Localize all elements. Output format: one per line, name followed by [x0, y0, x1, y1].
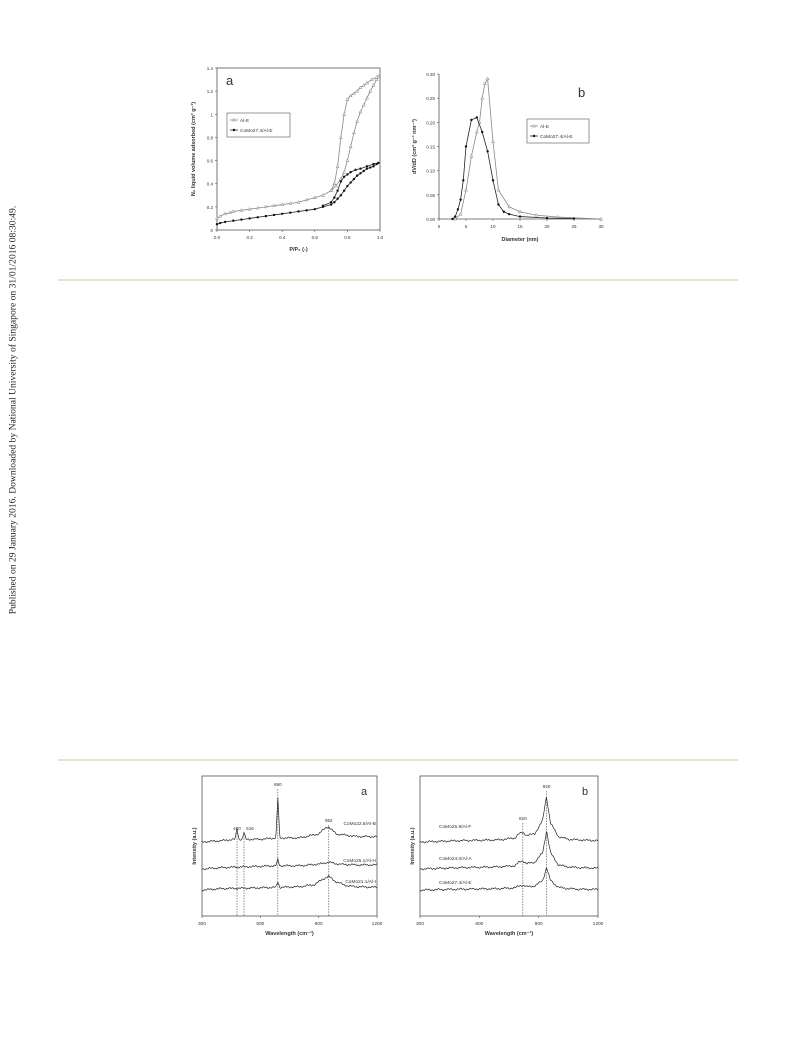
x-tick-label: 0.2	[246, 235, 253, 240]
y-axis-label: Intensity (a.u.)	[192, 827, 198, 865]
data-point-al-e	[346, 159, 349, 162]
data-point-como27-4-al-e	[476, 116, 478, 118]
series-line-al-e	[217, 76, 378, 218]
legend-label: CoMo27.4/Al-E	[240, 129, 273, 134]
data-point-como27-4-al-e	[457, 208, 459, 210]
trace-label: CoMo25.9/Al-F	[439, 825, 472, 830]
data-point-como27-4-al-e	[356, 174, 358, 176]
plot-frame	[420, 776, 598, 916]
data-point-al-e	[343, 171, 346, 174]
y-axis-label: Intensity (a.u.)	[410, 827, 416, 865]
data-point-como27-4-al-e	[359, 167, 361, 169]
data-point-como27-4-al-e	[359, 172, 361, 174]
x-axis-label: Diameter (nm)	[501, 237, 539, 243]
data-point-como27-4-al-e	[322, 205, 324, 207]
y-tick-label: 0.8	[206, 135, 213, 141]
data-point-al-e	[336, 165, 339, 168]
y-tick-label: 0	[210, 228, 213, 233]
x-axis-label: Wavelength (cm⁻¹)	[265, 931, 314, 937]
x-tick-label: 15	[517, 224, 523, 229]
data-point-como27-4-al-e	[248, 217, 250, 219]
y-tick-label: 0.20	[426, 120, 435, 126]
data-point-como27-4-al-e	[349, 171, 351, 173]
data-point-como27-4-al-e	[330, 201, 332, 203]
legend-label: Al-E	[540, 125, 550, 130]
data-point-como27-4-al-e	[305, 209, 307, 211]
x-tick-label: 0.8	[344, 235, 351, 240]
plot-frame	[202, 776, 377, 916]
data-point-como27-4-al-e	[377, 162, 379, 164]
peak-label: 940	[542, 784, 551, 789]
panel-letter: b	[578, 85, 586, 100]
data-point-al-e	[352, 131, 355, 134]
data-point-como27-4-al-e	[546, 217, 548, 219]
data-point-como27-4-al-e	[273, 214, 275, 216]
panel-letter: a	[361, 786, 368, 798]
legend-marker-como	[233, 129, 235, 131]
divider-rule-top	[58, 279, 738, 281]
peak-label: 820	[519, 816, 527, 821]
x-tick-label: 10	[490, 224, 496, 229]
peak-label: 690	[273, 782, 282, 787]
data-point-al-e	[492, 140, 495, 143]
data-point-como27-4-al-e	[372, 163, 374, 165]
x-tick-label: 0	[437, 224, 441, 229]
raman-trace	[420, 797, 598, 842]
data-point-como27-4-al-e	[353, 178, 355, 180]
data-point-como27-4-al-e	[492, 179, 494, 181]
x-tick-label: 5	[464, 224, 468, 229]
y-tick-label: 1.4	[206, 66, 213, 71]
x-tick-label: 300	[197, 922, 207, 927]
data-point-como27-4-al-e	[497, 203, 499, 205]
data-point-como27-4-al-e	[330, 203, 332, 205]
x-tick-label: 1200	[592, 922, 604, 927]
y-tick-label: 1	[210, 112, 213, 118]
data-point-como27-4-al-e	[232, 220, 234, 222]
figure-top-panel-b	[408, 68, 608, 253]
y-tick-label: 0.15	[426, 144, 435, 150]
trace-label: CoMo24.0/Al-A	[439, 857, 472, 862]
y-tick-label: 1.2	[206, 89, 213, 95]
y-tick-label: 0.30	[426, 72, 435, 77]
legend-label: CoMo27.4/Al-E	[540, 135, 573, 140]
y-tick-label: 0.2	[206, 204, 213, 210]
data-point-al-e	[362, 103, 365, 106]
raman-trace	[420, 832, 598, 870]
figure-bottom-panel-a	[190, 773, 390, 938]
data-point-como27-4-al-e	[343, 176, 345, 178]
x-tick-label: 900	[534, 922, 543, 927]
data-point-como27-4-al-e	[369, 166, 371, 168]
data-point-al-e	[465, 188, 468, 191]
x-tick-label: 600	[475, 922, 484, 927]
data-point-como27-4-al-e	[486, 150, 488, 152]
data-point-como27-4-al-e	[459, 198, 461, 200]
series-line-como27-4-al-e	[217, 163, 378, 224]
data-point-al-e	[359, 110, 362, 113]
figure-top-panel-a	[185, 62, 390, 260]
data-point-al-e	[459, 213, 462, 216]
raman-trace	[420, 868, 598, 891]
x-tick-label: 600	[256, 922, 265, 927]
data-point-como27-4-al-e	[219, 222, 221, 224]
data-point-como27-4-al-e	[314, 208, 316, 210]
peak-label: 480	[233, 826, 241, 831]
data-point-como27-4-al-e	[366, 167, 368, 169]
y-tick-label: 0.6	[206, 158, 213, 164]
trace-label: CoMo27.4/Al-E	[439, 881, 472, 886]
x-tick-label: 1.0	[376, 235, 384, 240]
data-point-como27-4-al-e	[372, 165, 374, 167]
x-tick-label: 25	[571, 224, 577, 229]
divider-rule-bottom	[58, 759, 738, 761]
data-point-como27-4-al-e	[573, 217, 575, 219]
data-point-como27-4-al-e	[333, 201, 335, 203]
legend-marker-como	[533, 135, 535, 137]
y-axis-label: dV/dD (cm³ g⁻¹ nm⁻¹)	[412, 119, 418, 174]
data-point-al-e	[339, 136, 342, 139]
data-point-al-e	[365, 96, 368, 99]
data-point-al-e	[356, 120, 359, 123]
data-point-como27-4-al-e	[363, 170, 365, 172]
trace-label: CoMo21.1/Al-I	[345, 880, 376, 885]
data-point-como27-4-al-e	[470, 119, 472, 121]
data-point-como27-4-al-e	[289, 211, 291, 213]
data-point-como27-4-al-e	[349, 181, 351, 183]
data-point-como27-4-al-e	[281, 213, 283, 215]
x-axis-label: Wavelength (cm⁻¹)	[484, 931, 534, 937]
data-point-al-e	[349, 145, 352, 148]
data-point-como27-4-al-e	[343, 189, 345, 191]
raman-trace	[202, 797, 377, 842]
data-point-como27-4-al-e	[519, 215, 521, 217]
data-point-como27-4-al-e	[346, 173, 348, 175]
data-point-como27-4-al-e	[333, 196, 335, 198]
data-point-como27-4-al-e	[265, 215, 267, 217]
figure-bottom-panel-b	[405, 773, 610, 938]
x-tick-label: 1200	[371, 922, 383, 927]
data-point-como27-4-al-e	[340, 180, 342, 182]
data-point-como27-4-al-e	[224, 221, 226, 223]
data-point-como27-4-al-e	[508, 213, 510, 215]
y-tick-label: 0.05	[426, 192, 435, 198]
sidebar	[0, 0, 26, 1039]
data-point-como27-4-al-e	[336, 189, 338, 191]
y-tick-label: 0.00	[426, 217, 435, 222]
peak-label: 516	[246, 826, 254, 831]
x-axis-label: P/P₀ (-)	[289, 247, 308, 253]
panel-letter: a	[226, 73, 234, 88]
data-point-al-e	[343, 113, 346, 116]
data-point-como27-4-al-e	[216, 223, 218, 225]
data-point-como27-4-al-e	[240, 218, 242, 220]
x-tick-label: 300	[415, 922, 425, 927]
y-tick-label: 0.4	[206, 181, 213, 187]
x-tick-label: 20	[544, 224, 550, 229]
sidebar-download-notice: Published on 29 January 2016. Downloaded by National University of Singapore on 31/01/2016 08:30:49.	[7, 205, 19, 615]
data-point-como27-4-al-e	[340, 194, 342, 196]
x-tick-label: 0.6	[311, 235, 318, 240]
trace-label: CoMo22.8/Al-B	[343, 822, 376, 827]
data-point-como27-4-al-e	[297, 210, 299, 212]
data-point-al-e	[470, 155, 473, 158]
peak-label: 952	[324, 818, 333, 823]
data-point-como27-4-al-e	[503, 211, 505, 213]
x-tick-label: 0.0	[213, 235, 221, 240]
y-tick-label: 0.10	[426, 168, 435, 174]
y-axis-label: N₂ liquid volume adsorbed (cm³ g⁻¹)	[191, 101, 197, 197]
data-point-como27-4-al-e	[465, 145, 467, 147]
panel-letter: b	[582, 786, 589, 798]
legend-label: Al-E	[240, 119, 250, 124]
trace-label: CoMo26.1/Al-H	[343, 859, 376, 864]
data-point-como27-4-al-e	[354, 169, 356, 171]
y-tick-label: 0.25	[426, 96, 435, 102]
data-point-como27-4-al-e	[451, 218, 453, 220]
data-point-como27-4-al-e	[366, 165, 368, 167]
data-point-al-e	[333, 182, 336, 185]
x-tick-label: 900	[314, 922, 323, 927]
data-point-al-e	[481, 97, 484, 100]
data-point-al-e	[475, 130, 478, 133]
data-point-como27-4-al-e	[336, 198, 338, 200]
x-tick-label: 0.4	[279, 235, 286, 240]
data-point-al-e	[486, 77, 489, 80]
data-point-al-e	[497, 188, 500, 191]
data-point-como27-4-al-e	[257, 216, 259, 218]
data-point-como27-4-al-e	[346, 185, 348, 187]
x-tick-label: 30	[598, 224, 604, 229]
data-point-como27-4-al-e	[481, 131, 483, 133]
data-point-como27-4-al-e	[454, 215, 456, 217]
data-point-como27-4-al-e	[462, 179, 464, 181]
